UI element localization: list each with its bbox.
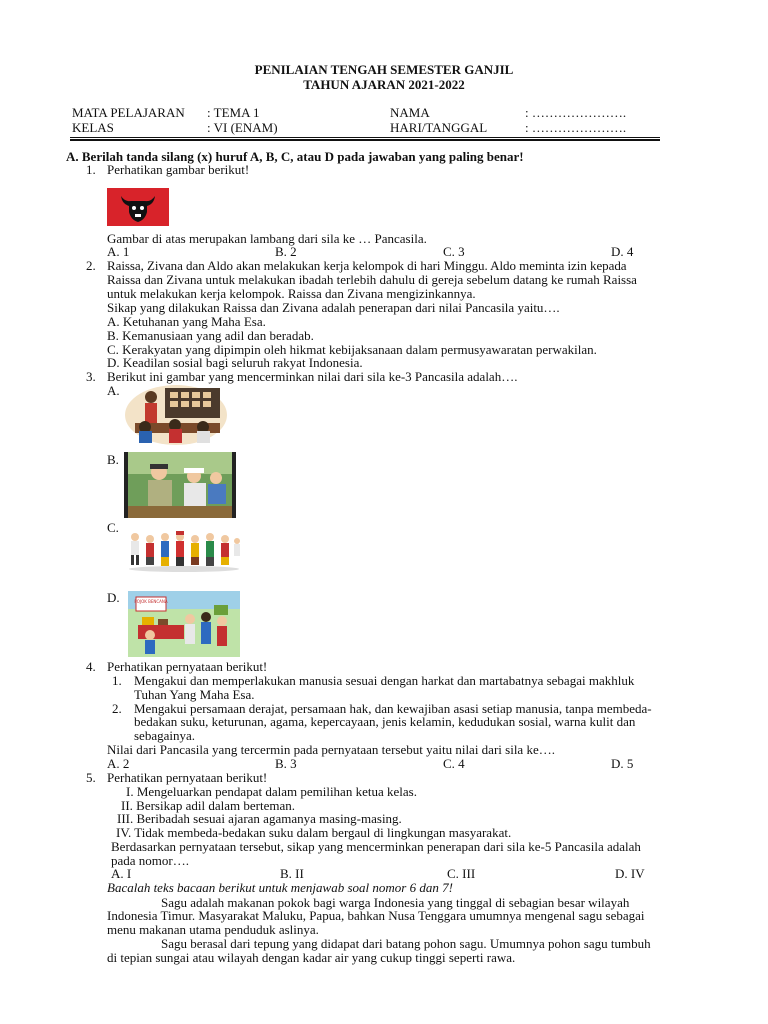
reading-p1-line3: menu makanan utama penduduk aslinya. [107,922,319,937]
q2-line-4: Sikap yang dilakukan Raissa dan Zivana adalah penerapan dari nilai Pancasila yaitu…. [107,300,560,315]
q2-number: 2. [86,258,96,273]
pojok-bencana-sign: POJOK BENCANA [134,599,168,604]
q4-question: Nilai dari Pancasila yang tercermin pada pernyataan tersebut yaitu nilai dari sila ke…. [107,742,555,757]
q4-item1-number: 1. [112,673,122,688]
q2-line-1: Raissa, Zivana dan Aldo akan melakukan kerja kelompok di hari Minggu. Aldo meminta izin kepada [107,258,627,273]
reading-p1-line1: Sagu adalah makanan pokok bagi warga Indonesia yang tinggal di sebagian besar wilayah [161,895,630,910]
q3-label-c: C. [107,520,119,535]
disaster-donation-image [128,591,240,657]
q1-text: Perhatikan gambar berikut! [107,162,250,177]
q1-option-c: C. 3 [443,244,465,259]
reading-instruction: Bacalah teks bacaan berikut untuk menjawab soal nomor 6 dan 7! [107,880,453,895]
q5-item-3: III. Beribadah sesuai ajaran agamanya masing-masing. [117,811,402,826]
mapel-label: MATA PELAJARAN [72,105,185,120]
q5-option-b: B. II [280,866,304,881]
header-rule-thick [70,139,660,141]
q5-text: Perhatikan pernyataan berikut! [107,770,268,785]
section-a-instruction: A. Berilah tanda silang (x) huruf A, B, C, atau D pada jawaban yang paling benar! [66,149,524,164]
page-subtitle: TAHUN AJARAN 2021-2022 [303,77,465,92]
q5-question-line2: pada nomor…. [111,853,189,868]
q2-line-3: untuk melakukan kerja kelompok. Raissa dan Zivana mengizinkannya. [107,286,476,301]
q4-option-c: C. 4 [443,756,465,771]
reading-p2-line1: Sagu berasal dari tepung yang didapat dari batang pohon sagu. Umumnya pohon sagu tumbuh [161,936,651,951]
page-title: PENILAIAN TENGAH SEMESTER GANJIL [254,62,514,77]
q1-option-a: A. 1 [107,244,130,259]
q4-item2-line1: Mengakui persamaan derajat, persamaan hak, dan kewajiban asasi setiap manusia, tanpa membeda- [134,701,652,716]
q3-label-d: D. [107,590,120,605]
q4-item2-line2: bedakan suku, keturunan, agama, kepercayaan, jenis kelamin, kedudukan sosial, warna kulit dan [134,714,636,729]
q3-label-b: B. [107,452,119,467]
reading-p2-line2: di tepian sungai atau wilayah dengan kadar air yang cukup tinggi seperti rawa. [107,950,516,965]
q2-option-d: D. Keadilan sosial bagi seluruh rakyat Indonesia. [107,355,363,370]
q4-option-b: B. 3 [275,756,297,771]
q4-item1-line1: Mengakui dan memperlakukan manusia sesuai dengan harkat dan martabatnya sebagai makhluk [134,673,635,688]
q1-option-d: D. 4 [611,244,634,259]
q5-item-1: I. Mengeluarkan pendapat dalam pemilihan ketua kelas. [126,784,417,799]
praying-together-image [124,452,236,518]
q5-item-2: II. Bersikap adil dalam berteman. [121,798,295,813]
q4-item2-line3: sebagainya. [134,728,196,743]
kelas-label: KELAS [72,120,114,135]
reading-p1-line2: Indonesia Timur. Masyarakat Maluku, Papua, bahkan Nusa Tenggara umumnya mengenal sagu sebagai [107,908,645,923]
nama-label: NAMA [390,105,430,120]
q2-option-c: C. Kerakyatan yang dipimpin oleh hikmat kebijaksanaan dalam permusyawaratan perwakilan. [107,342,597,357]
q4-item1-line2: Tuhan Yang Maha Esa. [134,687,255,702]
q5-number: 5. [86,770,96,785]
q1-question: Gambar di atas merupakan lambang dari sila ke … Pancasila. [107,231,427,246]
q4-item2-number: 2. [112,701,122,716]
nama-value: : …………………. [525,105,627,120]
q4-text: Perhatikan pernyataan berikut! [107,659,268,674]
q4-number: 4. [86,659,96,674]
q5-option-a: A. I [111,866,132,881]
q3-text: Berikut ini gambar yang mencerminkan nilai dari sila ke-3 Pancasila adalah…. [107,369,518,384]
q2-option-a: A. Ketuhanan yang Maha Esa. [107,314,266,329]
hari-label: HARI/TANGGAL [390,120,488,135]
q1-option-b: B. 2 [275,244,297,259]
q2-line-2: Raissa dan Zivana untuk melakukan ibadah terlebih dahulu di gereja sebelum datang ke rumah Raissa [107,272,637,287]
traditional-costumes-image [125,527,243,573]
q5-item-4: IV. Tidak membeda-bedakan suku dalam bergaul di lingkungan masyarakat. [116,825,512,840]
q4-option-a: A. 2 [107,756,130,771]
bull-head-emblem-image [107,188,169,226]
header-rule-thin [70,137,660,138]
classroom-discussion-image [125,385,228,445]
kelas-value: : VI (ENAM) [207,120,278,135]
q5-option-c: C. III [447,866,476,881]
hari-value: : …………………. [525,120,627,135]
q5-question-line1: Berdasarkan pernyataan tersebut, sikap yang mencerminkan penerapan dari sila ke-5 Pancasila adalah [111,839,641,854]
q3-label-a: A. [107,383,120,398]
q4-option-d: D. 5 [611,756,634,771]
q1-number: 1. [86,162,96,177]
q5-option-d: D. IV [615,866,645,881]
mapel-value: : TEMA 1 [207,105,260,120]
q3-number: 3. [86,369,96,384]
q2-option-b: B. Kemanusiaan yang adil dan beradab. [107,328,314,343]
